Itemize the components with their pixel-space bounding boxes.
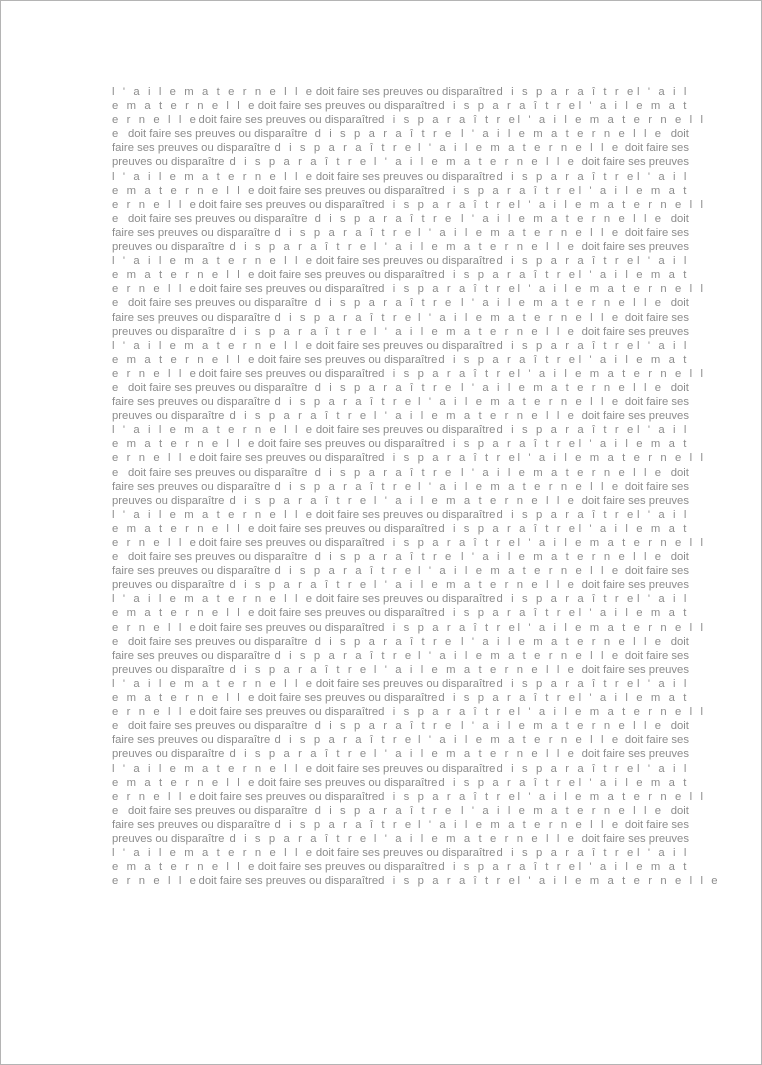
phrase: doit faire ses preuves ou disparaître (198, 367, 379, 380)
phrase: doit faire ses preuves ou disparaître (315, 677, 496, 690)
spaced-phrase: d i s p a r a î t r e (496, 170, 636, 183)
phrase: doit faire ses preuves ou disparaître (198, 198, 379, 211)
text-line (112, 395, 689, 409)
phrase: doit faire ses preuves (581, 325, 689, 338)
spaced-phrase: l ' a i l e m a t e r n e l l e (112, 762, 315, 775)
spaced-phrase: l ' a i l e m a t e r n e l l e (112, 424, 315, 437)
spaced-phrase: d i s p a r a î t r e (378, 706, 518, 719)
phrase: doit faire ses preuves ou disparaître (127, 212, 308, 225)
text-line (112, 536, 706, 550)
text-line (112, 141, 689, 155)
phrase: doit faire ses preuves ou disparaître (257, 692, 438, 705)
phrase: doit faire ses preuves ou disparaître (315, 593, 496, 606)
phrase: doit faire ses (624, 565, 689, 578)
spaced-phrase: l ' a i l e m a t e r n e l l e (461, 212, 664, 225)
text-line (112, 296, 689, 310)
spaced-phrase: d i s p a r a î t r e (229, 494, 369, 507)
spaced-phrase: d i s p a r a î t r e (496, 424, 636, 437)
phrase: doit faire ses preuves ou disparaître (315, 762, 496, 775)
spaced-phrase: d i s p a r a î t r e (378, 537, 518, 549)
spaced-phrase: d i s p a r a î t r e (438, 100, 578, 113)
spaced-phrase: e r n e l l e (112, 621, 199, 634)
text-line (112, 339, 689, 353)
spaced-phrase: d i s p a r a î t r e (274, 226, 414, 239)
spaced-phrase: d i s p a r a î t r e (314, 212, 454, 225)
text-line (112, 719, 689, 733)
spaced-phrase: d i s p a r a î t r e (229, 579, 369, 592)
phrase: doit (670, 635, 689, 648)
phrase: doit faire ses (624, 734, 689, 747)
text-line (112, 282, 706, 296)
text-line (112, 226, 689, 240)
spaced-phrase: d i s p a r a î t r e (314, 297, 454, 310)
text-line (112, 508, 689, 522)
phrase: doit faire ses preuves ou disparaître (127, 804, 308, 817)
phrase: doit faire ses preuves ou disparaître (315, 508, 496, 521)
spaced-phrase: l ' a i l e m a t e r n e l l e (112, 508, 315, 521)
text-line (112, 409, 689, 423)
spaced-phrase: l ' a i l e m a t (578, 184, 689, 197)
spaced-phrase: l ' a i l e m a t e r n e l l e (373, 325, 577, 338)
spaced-phrase: e (112, 551, 121, 564)
phrase: faire ses preuves ou disparaître (112, 226, 271, 239)
spaced-phrase: l ' a i l e m a t e r n e l l e (418, 818, 621, 831)
spaced-phrase: e r n e l l e (112, 367, 199, 380)
spaced-phrase: l ' a i l e m a t e r n e l l e (418, 396, 621, 409)
spaced-phrase: d i s p a r a î t r e (378, 452, 518, 465)
spaced-phrase: l ' a i l e m a t (578, 438, 689, 451)
spaced-phrase: l ' a i l e m a t e r n e l l (517, 621, 706, 634)
text-line (112, 649, 689, 663)
spaced-phrase: d i s p a r a î t r e (496, 339, 636, 352)
spaced-phrase: d i s p a r a î t r e (274, 565, 414, 578)
spaced-phrase: l ' a i l e m a t e r n e l l e (418, 142, 621, 155)
text-line (112, 325, 689, 339)
spaced-phrase: e r n e l l e (112, 875, 199, 888)
text-line (112, 578, 689, 592)
phrase: preuves ou disparaître (112, 663, 225, 676)
spaced-phrase: d i s p a r a î t r e (496, 255, 636, 268)
spaced-phrase: d i s p a r a î t r e (229, 832, 369, 845)
text-line (112, 99, 689, 113)
phrase: doit faire ses preuves ou disparaître (257, 776, 438, 789)
spaced-phrase: l ' a i l e m a t e r n e l l e (112, 593, 315, 606)
spaced-phrase: l ' a i l e m a t e r n e l l e (373, 241, 577, 254)
spaced-phrase: l ' a i l e m a t e r n e l l e (373, 663, 577, 676)
spaced-phrase: l ' a i l e m a t e r n e l l e (461, 551, 664, 564)
spaced-phrase: d i s p a r a î t r e (274, 142, 414, 155)
spaced-phrase: l ' a i l e m a t e r n e l l e (517, 875, 721, 888)
spaced-phrase: d i s p a r a î t r e (314, 466, 454, 479)
spaced-phrase: l ' a i l e m a t e r n e l l e (373, 748, 577, 761)
spaced-phrase: l ' a i l (637, 424, 689, 437)
phrase: doit faire ses preuves (581, 494, 689, 507)
phrase: doit (670, 720, 689, 733)
phrase: doit faire ses preuves ou disparaître (198, 621, 379, 634)
spaced-phrase: d i s p a r a î t r e (314, 720, 454, 733)
phrase: doit faire ses preuves ou disparaître (127, 551, 308, 564)
phrase: doit faire ses preuves (581, 748, 689, 761)
text-line (112, 155, 689, 169)
spaced-phrase: d i s p a r a î t r e (378, 367, 518, 380)
spaced-phrase: d i s p a r a î t r e (274, 649, 414, 662)
text-line (112, 311, 689, 325)
spaced-phrase: d i s p a r a î t r e (229, 156, 369, 169)
spaced-phrase: l ' a i l (637, 86, 689, 98)
spaced-phrase: d i s p a r a î t r e (378, 198, 518, 211)
phrase: faire ses preuves ou disparaître (112, 818, 271, 831)
spaced-phrase: d i s p a r a î t r e (229, 410, 369, 423)
spaced-phrase: l ' a i l e m a t e r n e l l e (373, 156, 577, 169)
spaced-phrase: e m a t e r n e l l e (112, 269, 258, 282)
text-line (112, 804, 689, 818)
spaced-phrase: d i s p a r a î t r e (314, 381, 454, 394)
phrase: doit faire ses (624, 480, 689, 493)
phrase: doit (670, 128, 689, 141)
spaced-phrase: d i s p a r a î t r e (438, 522, 578, 535)
spaced-phrase: l ' a i l e m a t e r n e l l e (461, 804, 664, 817)
phrase: preuves ou disparaître (112, 241, 225, 254)
spaced-phrase: d i s p a r a î t r e (438, 776, 578, 789)
spaced-phrase: l ' a i l e m a t e r n e l l (517, 198, 706, 211)
spaced-phrase: l ' a i l e m a t e r n e l l e (418, 480, 621, 493)
phrase: doit faire ses preuves ou disparaître (198, 875, 379, 888)
spaced-phrase: e r n e l l e (112, 198, 199, 211)
text-line (112, 254, 689, 268)
spaced-phrase: l ' a i l e m a t e r n e l l e (112, 170, 315, 183)
spaced-phrase: e m a t e r n e l l e (112, 184, 258, 197)
phrase: doit faire ses (624, 649, 689, 662)
text-line (112, 790, 706, 804)
spaced-phrase: d i s p a r a î t r e (229, 325, 369, 338)
spaced-phrase: l ' a i l e m a t e r n e l l (517, 114, 706, 127)
spaced-phrase: e (112, 635, 121, 648)
spaced-phrase: e (112, 381, 121, 394)
spaced-phrase: d i s p a r a î t r e (229, 663, 369, 676)
text-line (112, 367, 706, 381)
phrase: preuves ou disparaître (112, 156, 225, 169)
phrase: doit faire ses preuves ou disparaître (127, 381, 308, 394)
spaced-phrase: l ' a i l e m a t (578, 692, 689, 705)
phrase: doit faire ses preuves ou disparaître (315, 424, 496, 437)
text-line (112, 621, 706, 635)
text-line (112, 353, 689, 367)
spaced-phrase: l ' a i l e m a t e r n e l l e (418, 565, 621, 578)
phrase: doit faire ses preuves ou disparaître (127, 128, 308, 141)
spaced-phrase: l ' a i l e m a t e r n e l l e (461, 635, 664, 648)
phrase: doit faire ses preuves ou disparaître (127, 466, 308, 479)
text-line (112, 113, 706, 127)
spaced-phrase: l ' a i l (637, 170, 689, 183)
spaced-phrase: l ' a i l e m a t e r n e l l e (418, 734, 621, 747)
spaced-phrase: l ' a i l (637, 593, 689, 606)
phrase: preuves ou disparaître (112, 579, 225, 592)
spaced-phrase: l ' a i l e m a t e r n e l l e (112, 339, 315, 352)
phrase: doit faire ses preuves (581, 156, 689, 169)
text-line (112, 184, 689, 198)
spaced-phrase: e m a t e r n e l l e (112, 861, 258, 874)
spaced-phrase: d i s p a r a î t r e (314, 551, 454, 564)
phrase: faire ses preuves ou disparaître (112, 142, 271, 155)
phrase: faire ses preuves ou disparaître (112, 311, 271, 324)
spaced-phrase: d i s p a r a î t r e (496, 508, 636, 521)
spaced-phrase: d i s p a r a î t r e (496, 86, 636, 98)
text-line (112, 522, 689, 536)
spaced-phrase: l ' a i l e m a t e r n e l l e (373, 579, 577, 592)
text-line (112, 564, 689, 578)
text-line (112, 677, 689, 691)
phrase: doit faire ses preuves ou disparaître (198, 283, 379, 296)
spaced-phrase: l ' a i l e m a t e r n e l l (517, 283, 706, 296)
spaced-phrase: e m a t e r n e l l e (112, 607, 258, 620)
repeated-text-block (112, 85, 721, 888)
spaced-phrase: l ' a i l e m a t e r n e l l e (112, 255, 315, 268)
text-line (112, 606, 689, 620)
spaced-phrase: l ' a i l e m a t e r n e l l e (461, 466, 664, 479)
spaced-phrase: l ' a i l (637, 847, 689, 860)
phrase: doit (670, 381, 689, 394)
text-line (112, 846, 689, 860)
phrase: doit faire ses (624, 311, 689, 324)
spaced-phrase: d i s p a r a î t r e (378, 283, 518, 296)
phrase: doit faire ses preuves ou disparaître (257, 100, 438, 113)
spaced-phrase: l ' a i l (637, 762, 689, 775)
text-line (112, 776, 689, 790)
phrase: doit faire ses preuves ou disparaître (315, 847, 496, 860)
spaced-phrase: d i s p a r a î t r e (438, 269, 578, 282)
spaced-phrase: e (112, 466, 121, 479)
text-line (112, 85, 689, 99)
phrase: doit faire ses preuves ou disparaître (198, 706, 379, 719)
spaced-phrase: d i s p a r a î t r e (274, 311, 414, 324)
spaced-phrase: e m a t e r n e l l e (112, 692, 258, 705)
spaced-phrase: e (112, 128, 121, 141)
spaced-phrase: l ' a i l e m a t e r n e l l e (418, 649, 621, 662)
text-line (112, 550, 689, 564)
phrase: doit faire ses preuves (581, 663, 689, 676)
phrase: doit faire ses preuves ou disparaître (198, 452, 379, 465)
text-line (112, 733, 689, 747)
spaced-phrase: e m a t e r n e l l e (112, 776, 258, 789)
phrase: doit faire ses (624, 142, 689, 155)
spaced-phrase: d i s p a r a î t r e (274, 480, 414, 493)
spaced-phrase: e m a t e r n e l l e (112, 100, 258, 113)
phrase: doit faire ses preuves ou disparaître (257, 607, 438, 620)
spaced-phrase: l ' a i l e m a t e r n e l l e (418, 311, 621, 324)
spaced-phrase: e (112, 212, 121, 225)
text-line (112, 691, 689, 705)
text-line (112, 832, 689, 846)
phrase: doit faire ses preuves ou disparaître (257, 353, 438, 366)
phrase: doit (670, 804, 689, 817)
spaced-phrase: e r n e l l e (112, 452, 199, 465)
spaced-phrase: e r n e l l e (112, 706, 199, 719)
phrase: doit faire ses (624, 226, 689, 239)
phrase: doit faire ses preuves (581, 410, 689, 423)
phrase: preuves ou disparaître (112, 748, 225, 761)
phrase: faire ses preuves ou disparaître (112, 480, 271, 493)
phrase: doit (670, 466, 689, 479)
text-line (112, 494, 689, 508)
text-line (112, 663, 689, 677)
phrase: preuves ou disparaître (112, 325, 225, 338)
text-line (112, 747, 689, 761)
spaced-phrase: l ' a i l e m a t e r n e l l e (461, 720, 664, 733)
phrase: doit faire ses (624, 818, 689, 831)
spaced-phrase: l ' a i l e m a t e r n e l l e (461, 297, 664, 310)
spaced-phrase: l ' a i l e m a t e r n e l l e (112, 677, 315, 690)
spaced-phrase: d i s p a r a î t r e (274, 734, 414, 747)
phrase: doit faire ses preuves ou disparaître (198, 114, 379, 127)
spaced-phrase: l ' a i l e m a t (578, 269, 689, 282)
phrase: doit faire ses preuves (581, 832, 689, 845)
text-line (112, 466, 689, 480)
phrase: doit faire ses preuves ou disparaître (315, 339, 496, 352)
text-line (112, 240, 689, 254)
spaced-phrase: d i s p a r a î t r e (378, 790, 518, 803)
phrase: doit faire ses preuves ou disparaître (315, 86, 496, 98)
phrase: preuves ou disparaître (112, 832, 225, 845)
text-line (112, 762, 689, 776)
phrase: doit faire ses preuves (581, 579, 689, 592)
spaced-phrase: l ' a i l (637, 339, 689, 352)
spaced-phrase: e (112, 297, 121, 310)
phrase: doit faire ses preuves ou disparaître (257, 522, 438, 535)
spaced-phrase: l ' a i l e m a t (578, 776, 689, 789)
text-line (112, 818, 689, 832)
text-line (112, 170, 689, 184)
phrase: doit faire ses preuves ou disparaître (127, 297, 308, 310)
spaced-phrase: d i s p a r a î t r e (314, 804, 454, 817)
spaced-phrase: d i s p a r a î t r e (438, 353, 578, 366)
phrase: faire ses preuves ou disparaître (112, 734, 271, 747)
spaced-phrase: l ' a i l e m a t e r n e l l e (461, 381, 664, 394)
spaced-phrase: e r n e l l e (112, 790, 199, 803)
phrase: doit (670, 297, 689, 310)
phrase: doit faire ses preuves ou disparaître (198, 790, 379, 803)
phrase: doit faire ses preuves ou disparaître (198, 537, 379, 549)
spaced-phrase: d i s p a r a î t r e (378, 114, 518, 127)
spaced-phrase: d i s p a r a î t r e (314, 128, 454, 141)
spaced-phrase: l ' a i l (637, 508, 689, 521)
spaced-phrase: d i s p a r a î t r e (274, 396, 414, 409)
phrase: doit faire ses preuves ou disparaître (257, 438, 438, 451)
spaced-phrase: l ' a i l (637, 677, 689, 690)
spaced-phrase: l ' a i l e m a t e r n e l l (517, 790, 706, 803)
phrase: faire ses preuves ou disparaître (112, 396, 271, 409)
phrase: doit faire ses preuves ou disparaître (315, 255, 496, 268)
spaced-phrase: l ' a i l e m a t e r n e l l e (373, 832, 577, 845)
text-line (112, 381, 689, 395)
phrase: doit faire ses preuves ou disparaître (257, 269, 438, 282)
text-line (112, 437, 689, 451)
phrase: faire ses preuves ou disparaître (112, 565, 271, 578)
phrase: doit faire ses preuves (581, 241, 689, 254)
spaced-phrase: d i s p a r a î t r e (438, 692, 578, 705)
text-line (112, 860, 689, 874)
spaced-phrase: e m a t e r n e l l e (112, 353, 258, 366)
spaced-phrase: e r n e l l e (112, 114, 199, 127)
phrase: doit faire ses preuves ou disparaître (127, 720, 308, 733)
spaced-phrase: d i s p a r a î t r e (378, 621, 518, 634)
spaced-phrase: e m a t e r n e l l e (112, 438, 258, 451)
text-line (112, 198, 706, 212)
spaced-phrase: l ' a i l e m a t e r n e l l e (418, 226, 621, 239)
spaced-phrase: l ' a i l e m a t e r n e l l (517, 367, 706, 380)
phrase: doit faire ses preuves ou disparaître (315, 170, 496, 183)
phrase: doit faire ses preuves ou disparaître (257, 184, 438, 197)
text-line (112, 268, 689, 282)
spaced-phrase: d i s p a r a î t r e (496, 593, 636, 606)
spaced-phrase: d i s p a r a î t r e (229, 748, 369, 761)
text-line (112, 592, 689, 606)
spaced-phrase: l ' a i l e m a t (578, 353, 689, 366)
spaced-phrase: d i s p a r a î t r e (438, 861, 578, 874)
spaced-phrase: l ' a i l e m a t e r n e l l (517, 452, 706, 465)
spaced-phrase: l ' a i l e m a t e r n e l l (517, 706, 706, 719)
text-line (112, 127, 689, 141)
phrase: preuves ou disparaître (112, 410, 225, 423)
spaced-phrase: d i s p a r a î t r e (496, 762, 636, 775)
text-line (112, 480, 689, 494)
spaced-phrase: e (112, 720, 121, 733)
spaced-phrase: l ' a i l e m a t e r n e l l (517, 537, 706, 549)
spaced-phrase: l ' a i l e m a t e r n e l l e (373, 410, 577, 423)
spaced-phrase: e r n e l l e (112, 537, 199, 549)
phrase: doit faire ses preuves ou disparaître (127, 635, 308, 648)
spaced-phrase: e m a t e r n e l l e (112, 522, 258, 535)
phrase: faire ses preuves ou disparaître (112, 649, 271, 662)
spaced-phrase: d i s p a r a î t r e (378, 875, 518, 888)
text-line (112, 705, 706, 719)
spaced-phrase: d i s p a r a î t r e (229, 241, 369, 254)
text-line (112, 635, 689, 649)
spaced-phrase: l ' a i l e m a t (578, 522, 689, 535)
spaced-phrase: l ' a i l e m a t e r n e l l e (373, 494, 577, 507)
spaced-phrase: d i s p a r a î t r e (496, 677, 636, 690)
spaced-phrase: d i s p a r a î t r e (438, 607, 578, 620)
spaced-phrase: d i s p a r a î t r e (314, 635, 454, 648)
spaced-phrase: l ' a i l e m a t (578, 861, 689, 874)
spaced-phrase: l ' a i l (637, 255, 689, 268)
phrase: preuves ou disparaître (112, 494, 225, 507)
spaced-phrase: l ' a i l e m a t e r n e l l e (112, 86, 315, 98)
spaced-phrase: d i s p a r a î t r e (496, 847, 636, 860)
spaced-phrase: d i s p a r a î t r e (438, 184, 578, 197)
spaced-phrase: e (112, 804, 121, 817)
spaced-phrase: l ' a i l e m a t (578, 100, 689, 113)
spaced-phrase: l ' a i l e m a t e r n e l l e (461, 128, 664, 141)
spaced-phrase: e r n e l l e (112, 283, 199, 296)
phrase: doit (670, 212, 689, 225)
phrase: doit (670, 551, 689, 564)
spaced-phrase: l ' a i l e m a t (578, 607, 689, 620)
phrase: doit faire ses (624, 396, 689, 409)
text-line (112, 451, 706, 465)
text-line (112, 212, 689, 226)
spaced-phrase: l ' a i l e m a t e r n e l l e (112, 847, 315, 860)
text-line (112, 423, 689, 437)
text-line (112, 874, 721, 888)
spaced-phrase: d i s p a r a î t r e (438, 438, 578, 451)
phrase: doit faire ses preuves ou disparaître (257, 861, 438, 874)
spaced-phrase: d i s p a r a î t r e (274, 818, 414, 831)
